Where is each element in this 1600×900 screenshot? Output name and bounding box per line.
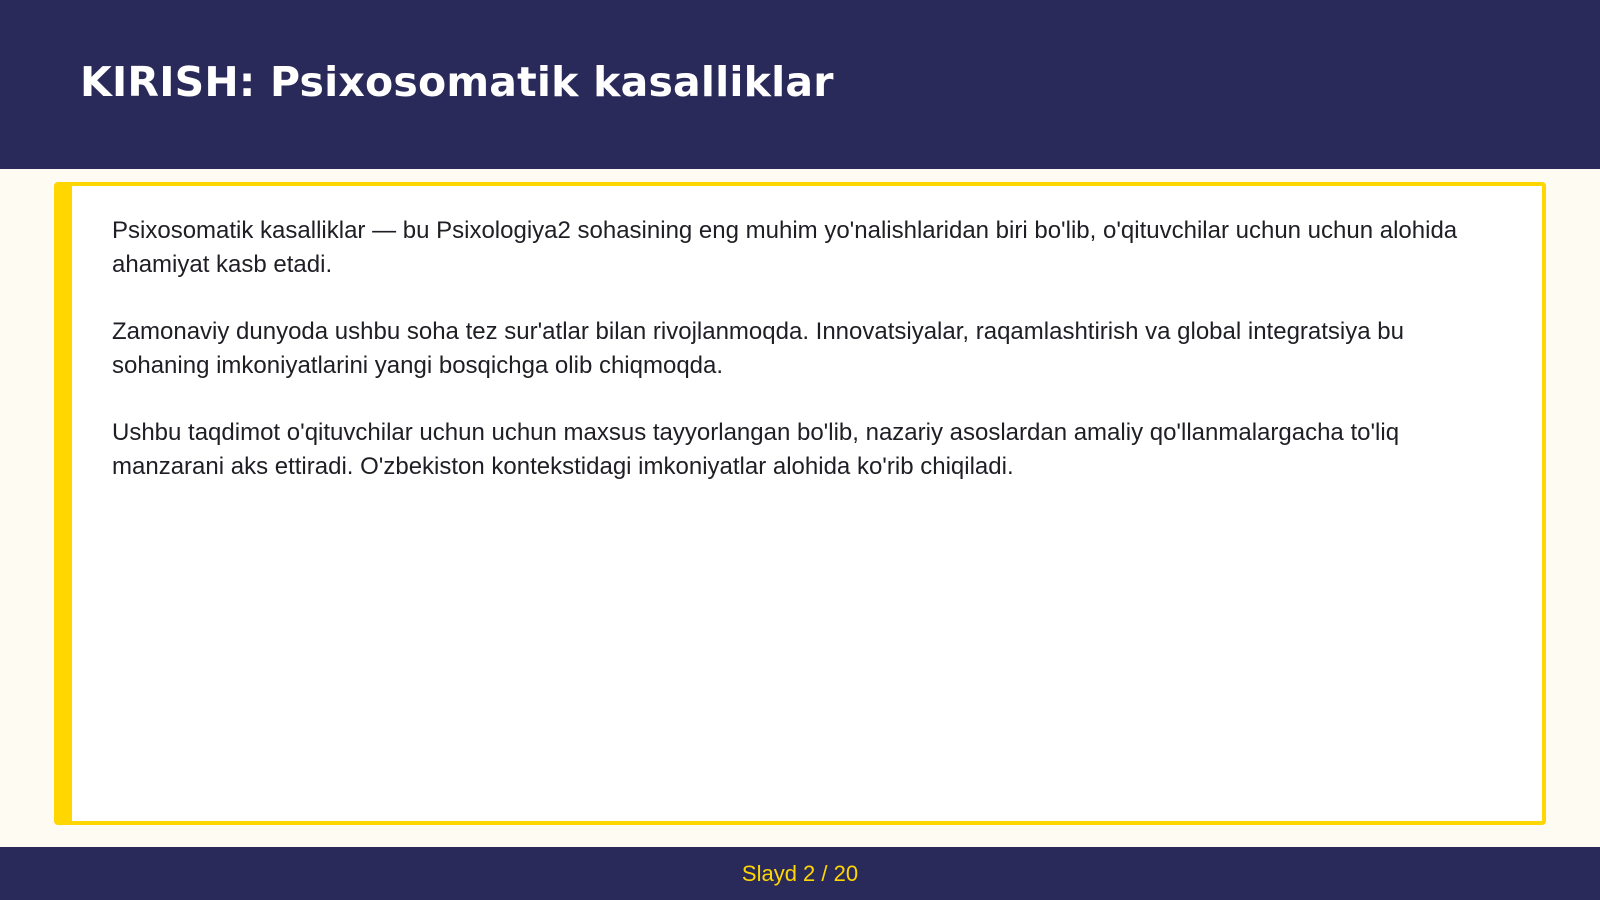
paragraph-2: Zamonaviy dunyoda ushbu soha tez sur'atlar bilan rivojlanmoqda. Innovatsiyalar, raqamlashtirish va global integratsiya bu sohaning imkoniyatlarini yangi bosqichga olib chiqmoqda.: [112, 318, 1404, 379]
slide-counter: Slayd 2 / 20: [741, 861, 859, 886]
content-card: [54, 182, 1546, 825]
slide-footer: [0, 847, 1600, 900]
slide-header: [0, 0, 1600, 169]
slide-title: KIRISH: Psixosomatik kasalliklar: [80, 58, 834, 106]
content-body: [112, 214, 1490, 517]
paragraph-3: Ushbu taqdimot o'qituvchilar uchun uchun maxsus tayyorlangan bo'lib, nazariy asoslardan amaliy qo'llanmalargacha to'liq manzarani aks ettiradi. O'zbekiston kontekstidagi imkoniyatlar alohida ko'rib chiqiladi.: [112, 419, 1400, 480]
paragraph-1: Psixosomatik kasalliklar — bu Psixologiya2 sohasining eng muhim yo'nalishlaridan biri bo'lib, o'qituvchilar uchun uchun alohida ahamiyat kasb etadi.: [112, 217, 1458, 278]
